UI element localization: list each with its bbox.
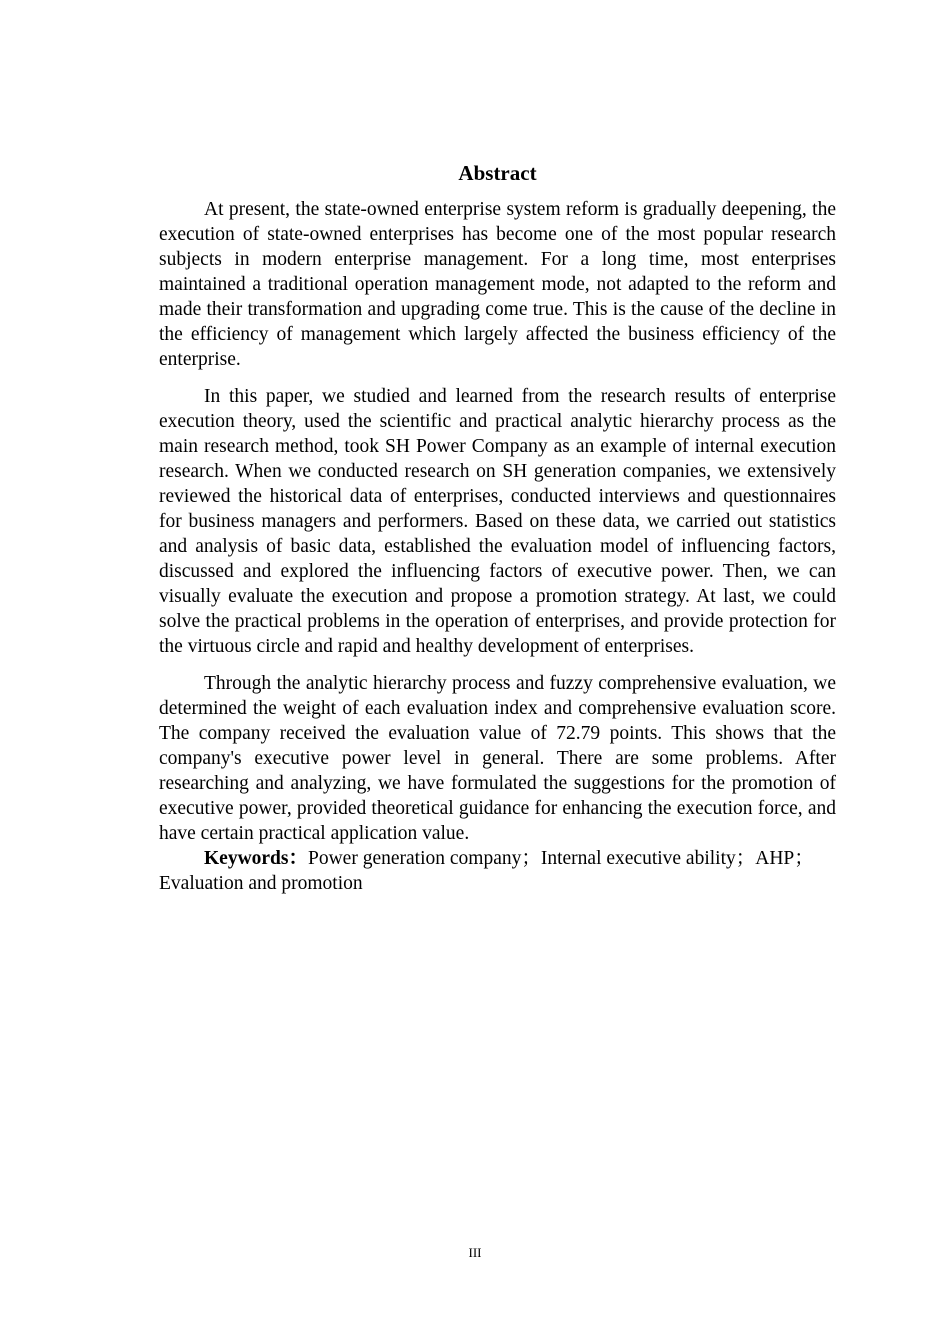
abstract-paragraph-2: In this paper, we studied and learned from the research results of enterprise execution theory, used the scientific and practical analytic hierarchy process as the main research method, took SH Power Company as an example of internal execution research. When we conducted research on SH generation companies, we extensively reviewed the historical data of enterprises, conducted interviews and questionnaires for business managers and performers. Based on these data, we carried out statistics and analysis of basic data, established the evaluation model of influencing factors, discussed and explored the influencing factors of executive power. Then, we can visually evaluate the execution and propose a promotion strategy. At last, we could solve the practical problems in the operation of enterprises, and provide protection for the virtuous circle and rapid and healthy development of enterprises. [159, 386, 836, 657]
keywords-text: Power generation company；Internal executive ability；AHP；Evaluation and promotion [159, 848, 814, 894]
abstract-paragraph-1: At present, the state-owned enterprise system reform is gradually deepening, the execution of state-owned enterprises has become one of the most popular research subjects in modern enterprise management. For a long time, most enterprises maintained a traditional operation management mode, not adapted to the reform and made their transformation and upgrading come true. This is the cause of the decline in the efficiency of management which largely affected the business efficiency of the enterprise. [159, 199, 836, 370]
keywords-label: Keywords： [204, 848, 308, 869]
abstract-section [159, 159, 836, 896]
abstract-title: Abstract [458, 161, 537, 185]
abstract-paragraph-3: Through the analytic hierarchy process and fuzzy comprehensive evaluation, we determined the weight of each evaluation index and comprehensive evaluation score. The company received the evaluation value of 72.79 points. This shows that the company's executive power level in general. There are some problems. After researching and analyzing, we have formulated the suggestions for the promotion of executive power, provided theoretical guidance for enhancing the execution force, and have certain practical application value. [159, 673, 836, 844]
page-number: III [468, 1245, 482, 1260]
keywords-line [159, 846, 836, 896]
